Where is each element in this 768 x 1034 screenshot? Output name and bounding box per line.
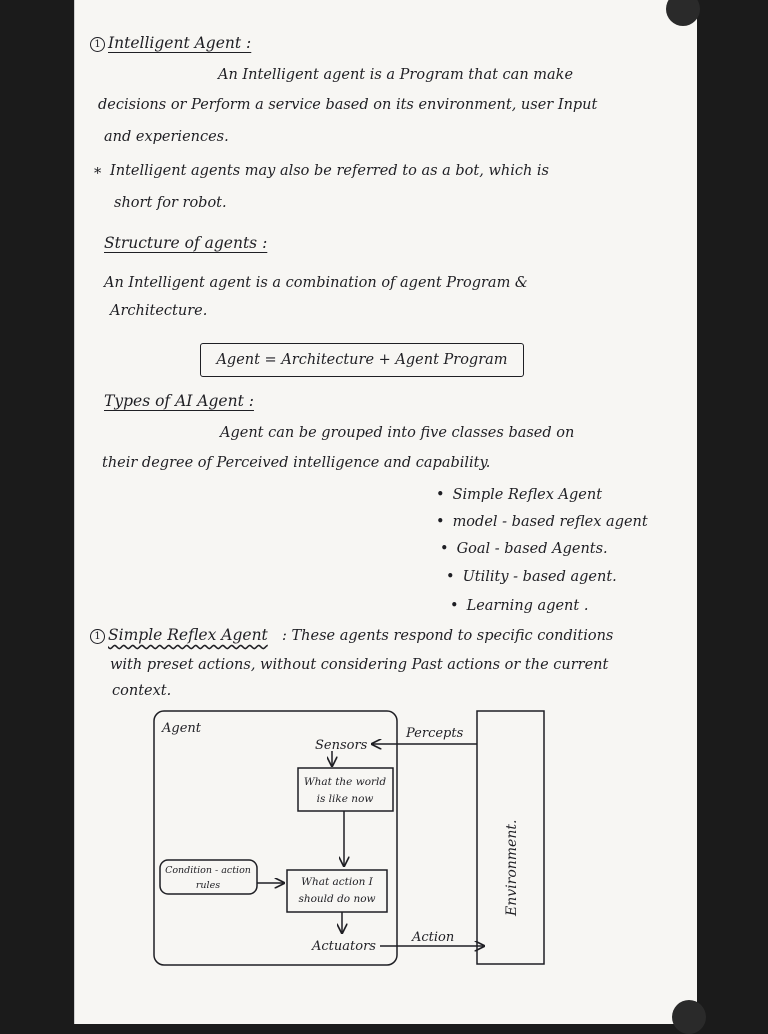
world-state-line: What the world [303,776,387,788]
sensors-label: Sensors [315,738,368,753]
bullet-marker: * [94,166,102,182]
agent-label: Agent [162,721,201,736]
types-line: their degree of Perceived intelligence and capability. [102,455,491,471]
paragraph-line: decisions or Perform a service based on its environment, user Input [98,97,598,113]
agent-type-item: • Simple Reflex Agent [436,486,602,504]
types-heading: Types of AI Agent : [104,392,254,410]
action-decision-line: What action I [301,876,373,888]
paragraph-line: An Intelligent agent is a Program that can make [218,67,574,83]
world-state-line: is like now [316,793,374,805]
agent-formula-box: Agent = Architecture + Agent Program [200,343,524,377]
agent-type-item: • Utility - based agent. [446,568,617,586]
section-number: 1 [90,629,105,644]
agent-type-item: • Goal - based Agents. [440,540,608,558]
paragraph-line: and experiences. [104,129,229,145]
bullet-line: short for robot. [114,195,227,211]
types-line: Agent can be grouped into five classes based on [220,425,575,441]
structure-line: Architecture. [110,303,208,319]
bullet-line: Intelligent agents may also be referred to as a bot, which is [110,163,549,179]
agent-type-item: • model - based reflex agent [436,513,648,531]
section-title: Intelligent Agent : [108,34,252,52]
action-label: Action [412,930,455,945]
condition-rules-line: Condition - action [165,865,251,876]
simple-reflex-title: Simple Reflex Agent [108,626,268,644]
environment-label: Environment. [504,819,520,916]
structure-heading: Structure of agents : [104,234,268,252]
structure-line: An Intelligent agent is a combination of agent Program & [104,275,528,291]
agent-type-item: • Learning agent . [450,597,588,615]
percepts-label: Percepts [406,726,464,741]
simple-reflex-line: : These agents respond to specific conditions [282,628,614,644]
actuators-label: Actuators [312,939,376,954]
section-number: 1 [90,37,105,52]
simple-reflex-line: with preset actions, without considering Past actions or the current [110,657,609,673]
action-decision-line: should do now [298,893,376,905]
condition-rules-line: rules [195,880,221,891]
simple-reflex-line: context. [112,683,172,699]
